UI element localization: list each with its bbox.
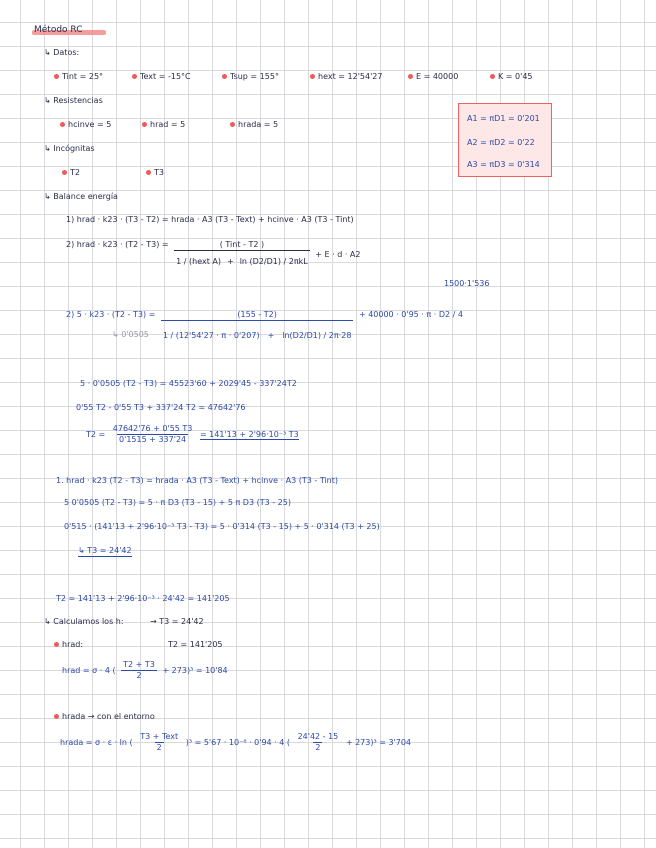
bullet-dot-icon: [142, 122, 147, 127]
hrada-equation: hrada = σ · ε · ln ( $\frac{\text{T3 + Text}}{2}$ )³ = 5'67 · 10⁻⁸ · 0'94 · 4 ( $\frac{24'42 - 15}{2}$ + 273)³ = 3'704: [60, 732, 412, 752]
bullet-dot-icon: [60, 122, 65, 127]
note-0505: ↳ 0'0505: [112, 330, 149, 339]
side-note: 1500·1'536: [444, 279, 490, 288]
bullet-dot-icon: [222, 74, 227, 79]
calc-t2: T2 = 141'205: [168, 640, 223, 649]
bullet-dot-icon: [146, 170, 151, 175]
equation-3: 2) 5 · k23 · (T2 - T3) = (155 - T2) 1 / (12'54'27 · π · 0'207) + ln(D2/D1) / 2π·28 + 40000 · 0'95 · π · D2 / 4: [66, 310, 463, 340]
calc-t3-arrow: → T3 = 24'42: [150, 617, 204, 626]
bullet-dot-icon: [230, 122, 235, 127]
equation-2: 2) hrad · k23 · (T2 - T3) = ( Tint - T2 ) 1 / (hext A) + ln (D2/D1) / 2πkL + E · d · A2: [66, 240, 361, 266]
equation-8: 5 0'0505 (T2 - T3) = 5 · π D3 (T3 - 15) + 5 π D3 (T3 - 25): [64, 498, 291, 507]
hrad-label: hrad:: [54, 640, 83, 650]
dato-item: Text = -15°C: [132, 72, 191, 82]
dato-item: hext = 12'54'27: [310, 72, 382, 82]
equation-9: 0'515 · (141'13 + 2'96·10⁻³ T3 - T3) = 5 · 0'314 (T3 - 15) + 5 · 0'314 (T3 + 25): [64, 522, 380, 531]
bullet-dot-icon: [62, 170, 67, 175]
incognita-item: T2: [62, 168, 80, 178]
incognita-item: T3: [146, 168, 164, 178]
dato-item: Tsup = 155°: [222, 72, 279, 82]
area-a2: A2 = πD2 = 0'22: [467, 138, 535, 147]
section-datos: ↳ Datos:: [44, 48, 80, 57]
dato-item: Tint = 25°: [54, 72, 103, 82]
equation-4: 5 · 0'0505 (T2 - T3) = 45523'60 + 2029'45 - 337'24T2: [80, 379, 297, 388]
bullet-dot-icon: [310, 74, 315, 79]
equation-1: 1) hrad · k23 · (T3 - T2) = hrada · A3 (T3 - Text) + hcinve · A3 (T3 - Tint): [66, 215, 354, 224]
equation-5: 0'55 T2 - 0'55 T3 + 337'24 T2 = 47642'76: [76, 403, 246, 412]
dato-item: K = 0'45: [490, 72, 533, 82]
bullet-dot-icon: [54, 642, 59, 647]
section-balance: ↳ Balance energía: [44, 192, 118, 201]
area-a1: A1 = πD1 = 0'201: [467, 114, 540, 123]
hrada-label: hrada → con el entorno: [54, 712, 155, 722]
bullet-dot-icon: [54, 714, 59, 719]
area-box: [458, 103, 552, 177]
bullet-dot-icon: [408, 74, 413, 79]
resistencia-item: hcinve = 5: [60, 120, 111, 130]
resistencia-item: hrad = 5: [142, 120, 185, 130]
bullet-dot-icon: [490, 74, 495, 79]
equation-11-result-t2: T2 = 141'13 + 2'96·10⁻³ · 24'42 = 141'205: [56, 594, 230, 603]
equation-7: 1. hrad · k23 (T2 - T3) = hrada · A3 (T3 - Text) + hcinve · A3 (T3 - Tint): [56, 476, 339, 485]
resistencia-item: hrada = 5: [230, 120, 278, 130]
area-a3: A3 = πD3 = 0'314: [467, 160, 540, 169]
section-calculamos: ↳ Calculamos los h:: [44, 617, 124, 626]
equation-6: T2 = $\frac{47642'76 + 0'55 T3}{0'1515 + 337'24}$ = 141'13 + 2'96·10⁻³ T3: [86, 424, 299, 444]
bullet-dot-icon: [132, 74, 137, 79]
section-resistencias: ↳ Resistencias: [44, 96, 103, 105]
equation-10-result-t3: ↳ T3 = 24'42: [78, 546, 132, 555]
page-title: Método RC: [34, 25, 83, 35]
section-incognitas: ↳ Incógnitas: [44, 144, 95, 153]
hrad-equation: hrad = σ · 4 ( $\frac{T2 + T3}{2}$ + 273)³ = 10'84: [62, 660, 228, 680]
dato-item: E = 40000: [408, 72, 458, 82]
bullet-dot-icon: [54, 74, 59, 79]
